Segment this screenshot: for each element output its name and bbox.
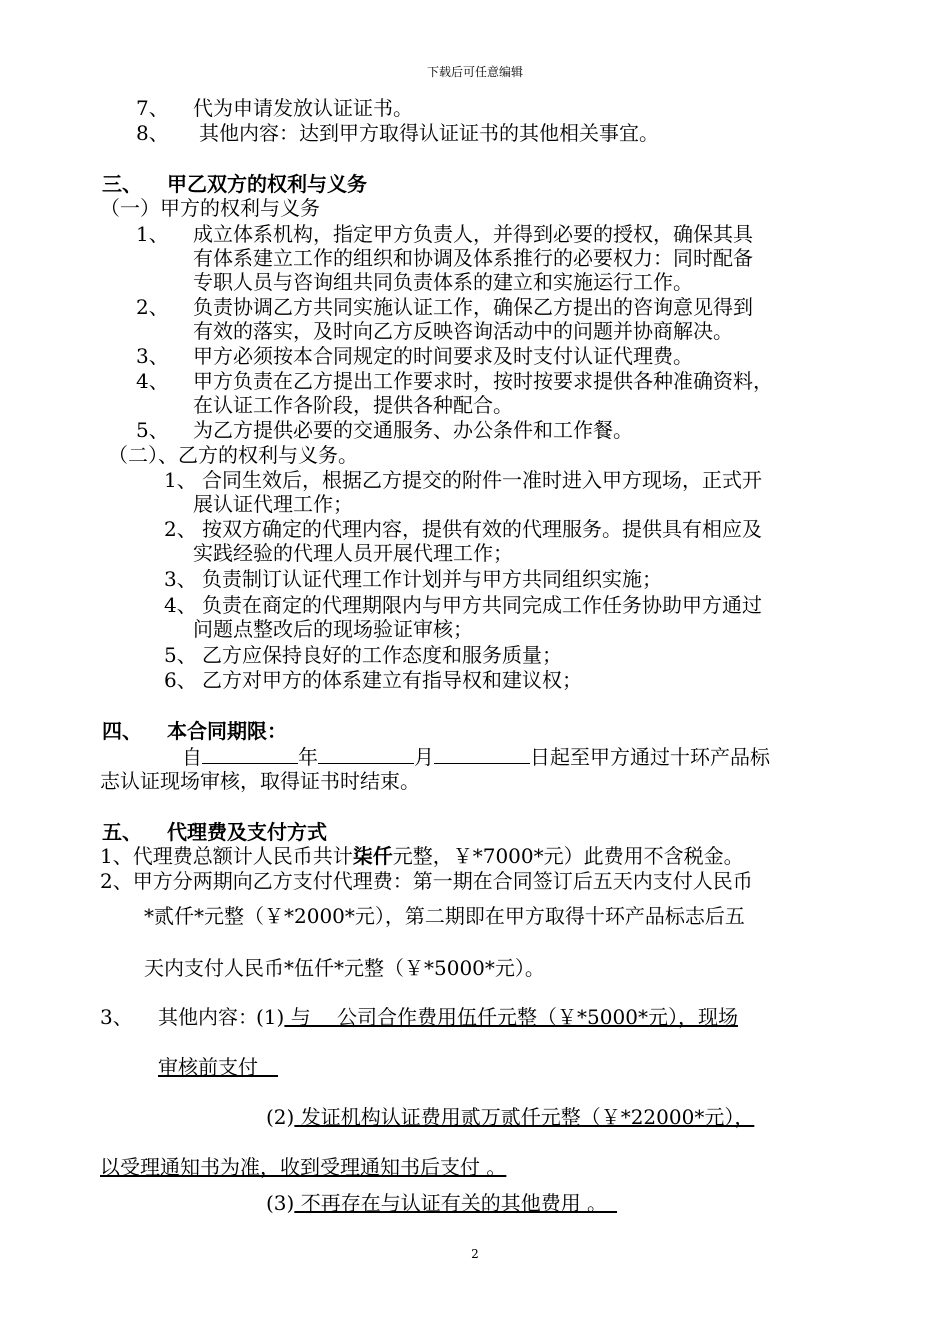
item-number: 8、 [136, 121, 169, 145]
item-line: 问题点整改后的现场验证审核； [193, 617, 473, 641]
section-title: 甲乙双方的权利与义务 [167, 172, 367, 196]
item-number: 5、 [164, 643, 197, 667]
item-number: 6、 [164, 668, 197, 692]
contract-period-line [182, 744, 770, 769]
item-line: 实践经验的代理人员开展代理工作； [193, 541, 513, 565]
item-line: 甲方必须按本合同规定的时间要求及时支付认证代理费。 [193, 344, 693, 368]
other-item-1 [256, 1005, 738, 1029]
item-line: 乙方应保持良好的工作态度和服务质量； [202, 643, 562, 667]
contract-period-line2: 志认证现场审核，取得证书时结束。 [100, 769, 420, 793]
item-number: 3、 [164, 567, 197, 591]
item-number: 1、 [164, 468, 197, 492]
subsection-title: （二）、乙方的权利与义务。 [108, 443, 358, 467]
item-number: 2、 [136, 295, 169, 319]
item-number: 4、 [136, 369, 169, 393]
item-line: 有体系建立工作的组织和协调及体系推行的必要权力：同时配备 [193, 246, 753, 270]
item-line: 负责制订认证代理工作计划并与甲方共同组织实施； [202, 567, 662, 591]
page-header: 下载后可任意编辑 [426, 65, 523, 79]
sub-text-cont: 以受理通知书为准，收到受理通知书后支付 。 [100, 1155, 507, 1179]
day-blank [434, 744, 530, 764]
section-title: 代理费及支付方式 [167, 820, 327, 844]
item-number: 3、 [100, 1005, 133, 1029]
item-line: 合同生效后，根据乙方提交的附件一准时进入甲方现场，正式开 [202, 468, 762, 492]
other-label: 其他内容： [158, 1005, 258, 1029]
payment-line: *贰仟*元整（￥*2000*元），第二期即在甲方取得十环产品标志后五 [144, 904, 745, 928]
sub-number: (1) [256, 1005, 285, 1029]
section-number: 五、 [102, 820, 142, 844]
item-number: 2、 [164, 517, 197, 541]
item-line: 负责协调乙方共同实施认证工作，确保乙方提出的咨询意见得到 [193, 295, 753, 319]
item-line: 乙方对甲方的体系建立有指导权和建议权； [202, 668, 582, 692]
year-label: 年 [298, 745, 318, 769]
item-number: 4、 [164, 593, 197, 617]
item-number: 5、 [136, 418, 169, 442]
sub-text: 不再存在与认证有关的其他费用 。 [294, 1191, 618, 1215]
item-line: 负责在商定的代理期限内与甲方共同完成工作任务协助甲方通过 [202, 593, 762, 617]
fee-total-line [100, 844, 744, 868]
sub-number: (3) [266, 1191, 295, 1215]
section-title: 本合同期限： [167, 719, 287, 743]
item-line: 甲方负责在乙方提出工作要求时，按时按要求提供各种准确资料， [193, 369, 773, 393]
item-line: 展认证代理工作； [193, 492, 353, 516]
fee-total-prefix: 1、代理费总额计人民币共计 [100, 844, 353, 868]
item-line: 在认证工作各阶段，提供各种配合。 [193, 393, 513, 417]
period-rest: 日起至甲方通过十环产品标 [530, 745, 770, 769]
sub-number: (2) [266, 1105, 295, 1129]
item-text: 其他内容：达到甲方取得认证证书的其他相关事宜。 [199, 121, 659, 145]
item-text: 代为申请发放认证证书。 [193, 96, 413, 120]
sub-text-cont: 审核前支付 [158, 1055, 278, 1079]
section-number: 三、 [102, 172, 142, 196]
sub-text: 发证机构认证费用贰万贰仟元整（￥*22000*元）， [294, 1105, 755, 1129]
item-line: 有效的落实，及时向乙方反映咨询活动中的问题并协商解决。 [193, 319, 733, 343]
other-item-2 [266, 1105, 754, 1129]
item-line: 按双方确定的代理内容，提供有效的代理服务。提供具有相应及 [202, 517, 762, 541]
payment-line: 天内支付人民币*伍仟*元整（￥*5000*元）。 [144, 956, 545, 980]
month-label: 月 [414, 745, 434, 769]
month-blank [318, 744, 414, 764]
item-line: 成立体系机构，指定甲方负责人，并得到必要的授权，确保其具 [193, 222, 753, 246]
item-number: 7、 [136, 96, 169, 120]
item-line: 专职人员与咨询组共同负责体系的建立和实施运行工作。 [193, 270, 693, 294]
item-number: 1、 [136, 222, 169, 246]
year-blank [202, 744, 298, 764]
fee-total-amount: 柒仟 [352, 844, 393, 868]
item-line: 为乙方提供必要的交通服务、办公条件和工作餐。 [193, 418, 633, 442]
other-item-3 [266, 1191, 617, 1215]
sub-text: 与 公司合作费用伍仟元整（￥*5000*元），现场 [284, 1005, 738, 1029]
item-number: 3、 [136, 344, 169, 368]
payment-line: 2、甲方分两期向乙方支付代理费：第一期在合同签订后五天内支付人民币 [100, 869, 753, 893]
section-number: 四、 [102, 719, 142, 743]
subsection-title: （一）甲方的权利与义务 [100, 196, 320, 220]
from-label: 自 [182, 745, 202, 769]
fee-total-suffix: 元整，￥*7000*元）此费用不含税金。 [392, 844, 744, 868]
page-number: 2 [471, 1247, 479, 1261]
